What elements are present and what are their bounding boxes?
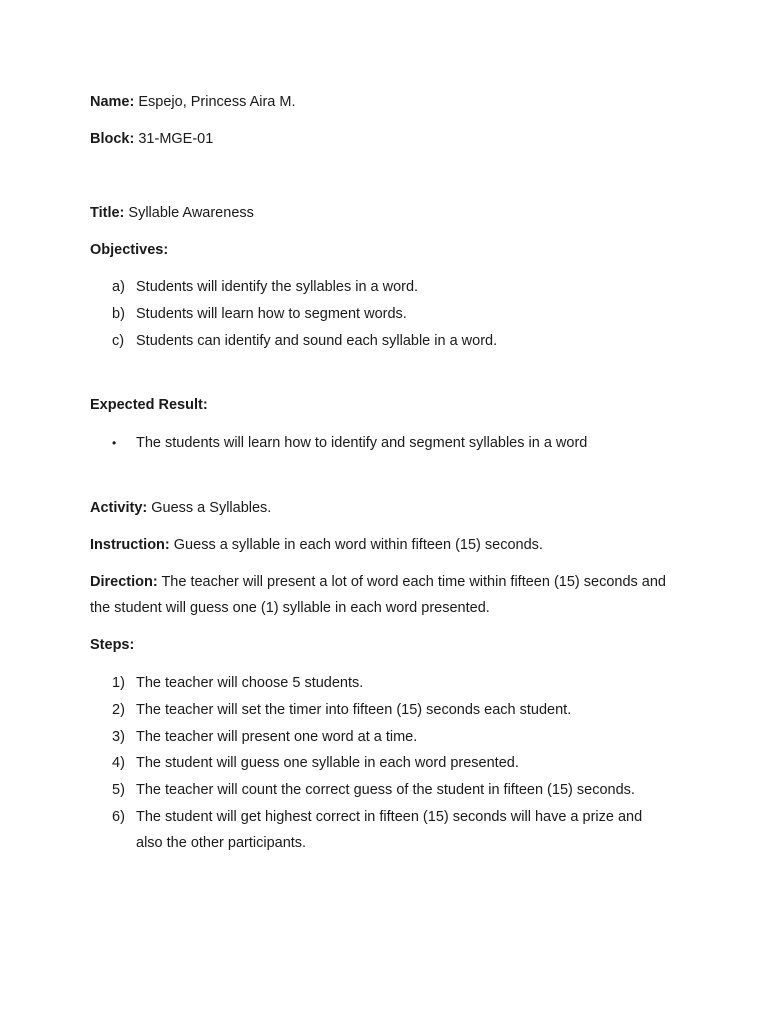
list-item-continuation: also the other participants.	[136, 835, 307, 851]
list-marker: 2)	[112, 702, 125, 718]
list-item-text: The student will get highest correct in fifteen (15) seconds will have a prize and	[136, 809, 643, 825]
instruction-label: Instruction:	[90, 537, 170, 553]
direction-paragraph	[90, 569, 680, 621]
expected-heading	[90, 396, 208, 414]
list-item-text: Students can identify and sound each syllable in a word.	[136, 333, 498, 349]
list-item-text: The teacher will set the timer into fifteen (15) seconds each student.	[136, 702, 572, 718]
title-label: Title:	[90, 205, 125, 221]
list-item-text: The teacher will count the correct guess of the student in fifteen (15) seconds.	[136, 782, 635, 798]
list-marker: 3)	[112, 729, 125, 745]
list-item	[112, 278, 419, 296]
title-value: Syllable Awareness	[128, 205, 254, 221]
list-marker: 1)	[112, 675, 125, 691]
list-item-text: The teacher will present one word at a time.	[136, 729, 418, 745]
list-marker: a)	[112, 279, 125, 295]
activity-line	[90, 499, 271, 517]
direction-value: The teacher will present a lot of word each time within fifteen (15) seconds and the student will guess one (1) syllable in each word presented.	[90, 574, 666, 616]
direction-label: Direction:	[90, 574, 158, 590]
list-marker: 5)	[112, 782, 125, 798]
list-item	[112, 305, 407, 323]
expected-label: Expected Result:	[90, 397, 208, 413]
list-marker: 4)	[112, 755, 125, 771]
title-line	[90, 204, 254, 222]
instruction-value: Guess a syllable in each word within fifteen (15) seconds.	[173, 537, 543, 553]
objectives-label: Objectives:	[90, 242, 169, 258]
bullet-item	[112, 434, 588, 452]
steps-label: Steps:	[90, 637, 135, 653]
block-label: Block:	[90, 131, 135, 147]
list-item	[112, 808, 643, 826]
activity-value: Guess a Syllables.	[151, 500, 272, 516]
list-item-text: Students will identify the syllables in a word.	[136, 279, 419, 295]
list-marker: b)	[112, 306, 125, 322]
list-item	[112, 332, 498, 350]
name-line	[90, 93, 296, 111]
list-item-text: The student will guess one syllable in each word presented.	[136, 755, 519, 771]
list-marker: c)	[112, 333, 125, 349]
instruction-line	[90, 536, 543, 554]
list-item	[112, 701, 572, 719]
bullet-icon: •	[112, 436, 117, 450]
list-item	[112, 728, 418, 746]
objectives-heading	[90, 241, 168, 259]
list-item-text: The teacher will choose 5 students.	[136, 675, 364, 691]
block-line	[90, 130, 213, 148]
activity-label: Activity:	[90, 500, 148, 516]
list-marker: 6)	[112, 809, 125, 825]
list-item-text: Students will learn how to segment words.	[136, 306, 407, 322]
list-item	[112, 754, 519, 772]
name-label: Name:	[90, 94, 135, 110]
bullet-item-text: The students will learn how to identify and segment syllables in a word	[136, 435, 588, 451]
steps-heading	[90, 636, 134, 654]
block-value: 31-MGE-01	[138, 131, 214, 147]
list-item	[112, 674, 364, 692]
list-item	[112, 781, 635, 799]
name-value: Espejo, Princess Aira M.	[138, 94, 296, 110]
